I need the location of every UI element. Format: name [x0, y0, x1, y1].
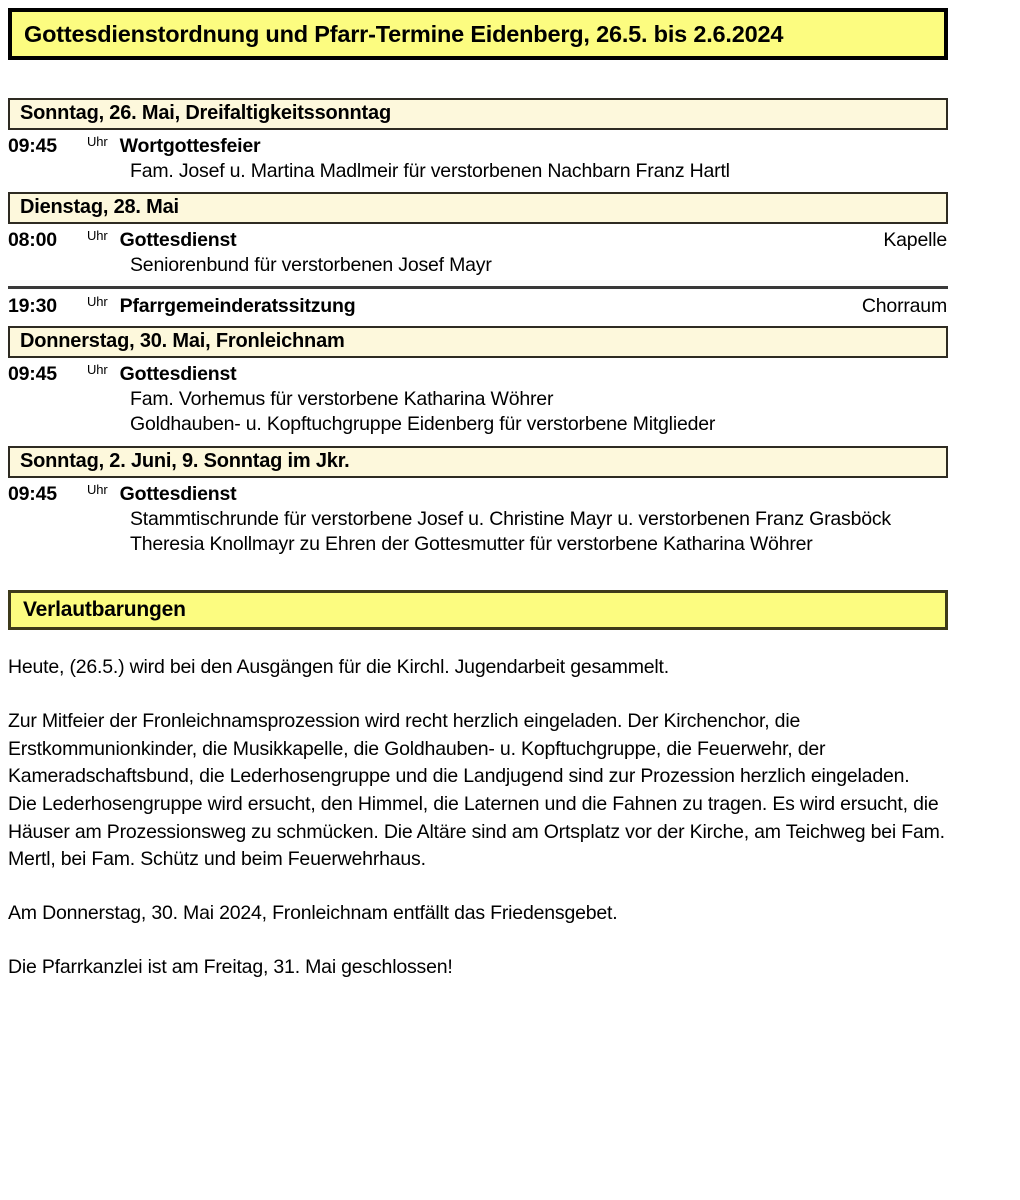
entry-intentions: [8, 253, 948, 277]
page-title: Gottesdienstordnung und Pfarr-Termine Eidenberg, 26.5. bis 2.6.2024: [24, 20, 784, 47]
service-entry: [8, 480, 948, 557]
announcement-paragraph: Die Pfarrkanzlei ist am Freitag, 31. Mai geschlossen!: [8, 955, 453, 978]
entry-time: 09:45: [8, 135, 57, 157]
day-block: [8, 326, 948, 437]
day-header: Sonntag, 2. Juni, 9. Sonntag im Jkr.: [8, 446, 948, 478]
entry-main-line: [8, 229, 948, 252]
spacer: [8, 184, 948, 192]
entry-time-unit: Uhr: [87, 361, 108, 377]
entry-time: 08:00: [8, 229, 57, 252]
spacer: [8, 318, 948, 326]
entry-service-name: Pfarrgemeinderatssitzung: [119, 294, 356, 317]
entry-main-line: [8, 363, 948, 386]
entry-service-name: Gottesdienst: [119, 229, 237, 252]
entry-intentions: [8, 159, 948, 183]
announcements-banner: [8, 590, 948, 630]
entry-service-name: Gottesdienst: [119, 482, 237, 505]
entry-intentions: [8, 507, 948, 557]
day-block: [8, 98, 948, 183]
intention-line: Fam. Vorhemus für verstorbene Katharina Wöhrer: [130, 387, 554, 410]
day-header: Sonntag, 26. Mai, Dreifaltigkeitssonntag: [8, 98, 948, 130]
service-entry: [8, 360, 948, 437]
service-schedule: [8, 98, 948, 1007]
announcement-paragraph: Am Donnerstag, 30. Mai 2024, Fronleichnam entfällt das Friedensgebet.: [8, 902, 618, 925]
entry-time-unit: Uhr: [87, 134, 108, 149]
day-header: Dienstag, 28. Mai: [8, 192, 948, 224]
service-entry: [8, 226, 948, 277]
day-block: [8, 446, 948, 557]
announcements-body: [8, 654, 948, 981]
announcements-title: Verlautbarungen: [23, 598, 186, 622]
day-block: [8, 192, 948, 317]
intention-line: Goldhauben- u. Kopftuchgruppe Eidenberg für verstorbene Mitglieder: [130, 413, 716, 436]
entry-service-name: Gottesdienst: [119, 362, 237, 385]
entry-main-line: [8, 483, 948, 506]
intention-line: Stammtischrunde für verstorbene Josef u. Christine Mayr u. verstorbenen Franz Grasböck: [130, 507, 891, 530]
day-header: Donnerstag, 30. Mai, Fronleichnam: [8, 326, 948, 358]
entry-main-line: [8, 295, 948, 318]
intention-line: Seniorenbund für verstorbenen Josef Mayr: [130, 254, 492, 277]
entry-time: 19:30: [8, 294, 57, 317]
spacer: [8, 438, 948, 446]
intention-line: Theresia Knollmayr zu Ehren der Gottesmutter für verstorbene Katharina Wöhrer: [130, 532, 813, 555]
entry-time: 09:45: [8, 362, 57, 385]
entry-service-name: Wortgottesfeier: [119, 135, 261, 157]
announcement-paragraph: Zur Mitfeier der Fronleichnamsprozession wird recht herzlich eingeladen. Der Kirchenchor, die Erstkommunionkinder, die Musikkapelle, die Goldhauben- u. Kopftuchgruppe, die Feuerwehr, der Kameradschaftsbund, die Lederhosengruppe und die Landjugend sind zur Prozession herzlich eingeladen.: [8, 709, 910, 788]
entry-time-unit: Uhr: [87, 481, 108, 497]
entry-location: Kapelle: [883, 229, 947, 252]
service-entry: [8, 132, 948, 183]
entry-time: 09:45: [8, 482, 57, 505]
entry-separator: [8, 286, 948, 289]
entry-main-line: [8, 135, 948, 158]
announcement-paragraph: Heute, (26.5.) wird bei den Ausgängen für die Kirchl. Jugendarbeit gesammelt.: [8, 656, 669, 679]
entry-time-unit: Uhr: [87, 228, 108, 244]
entry-location: Chorraum: [861, 294, 947, 317]
entry-time-unit: Uhr: [87, 293, 108, 309]
service-entry: [8, 292, 948, 318]
announcement-paragraph: Die Lederhosengruppe wird ersucht, den Himmel, die Laternen und die Fahnen zu tragen. Es wird ersucht, die Häuser am Prozessionsweg zu schmücken. Die Altäre sind am Ortsplatz vor der Kirche, am Teichweg bei Fam. Mertl, bei Fam. Schütz und beim Feuerwehrhaus.: [8, 793, 945, 871]
document-title-banner: [8, 8, 948, 60]
intention-line: Fam. Josef u. Martina Madlmeir für verstorbenen Nachbarn Franz Hartl: [130, 160, 730, 182]
entry-intentions: [8, 387, 948, 437]
